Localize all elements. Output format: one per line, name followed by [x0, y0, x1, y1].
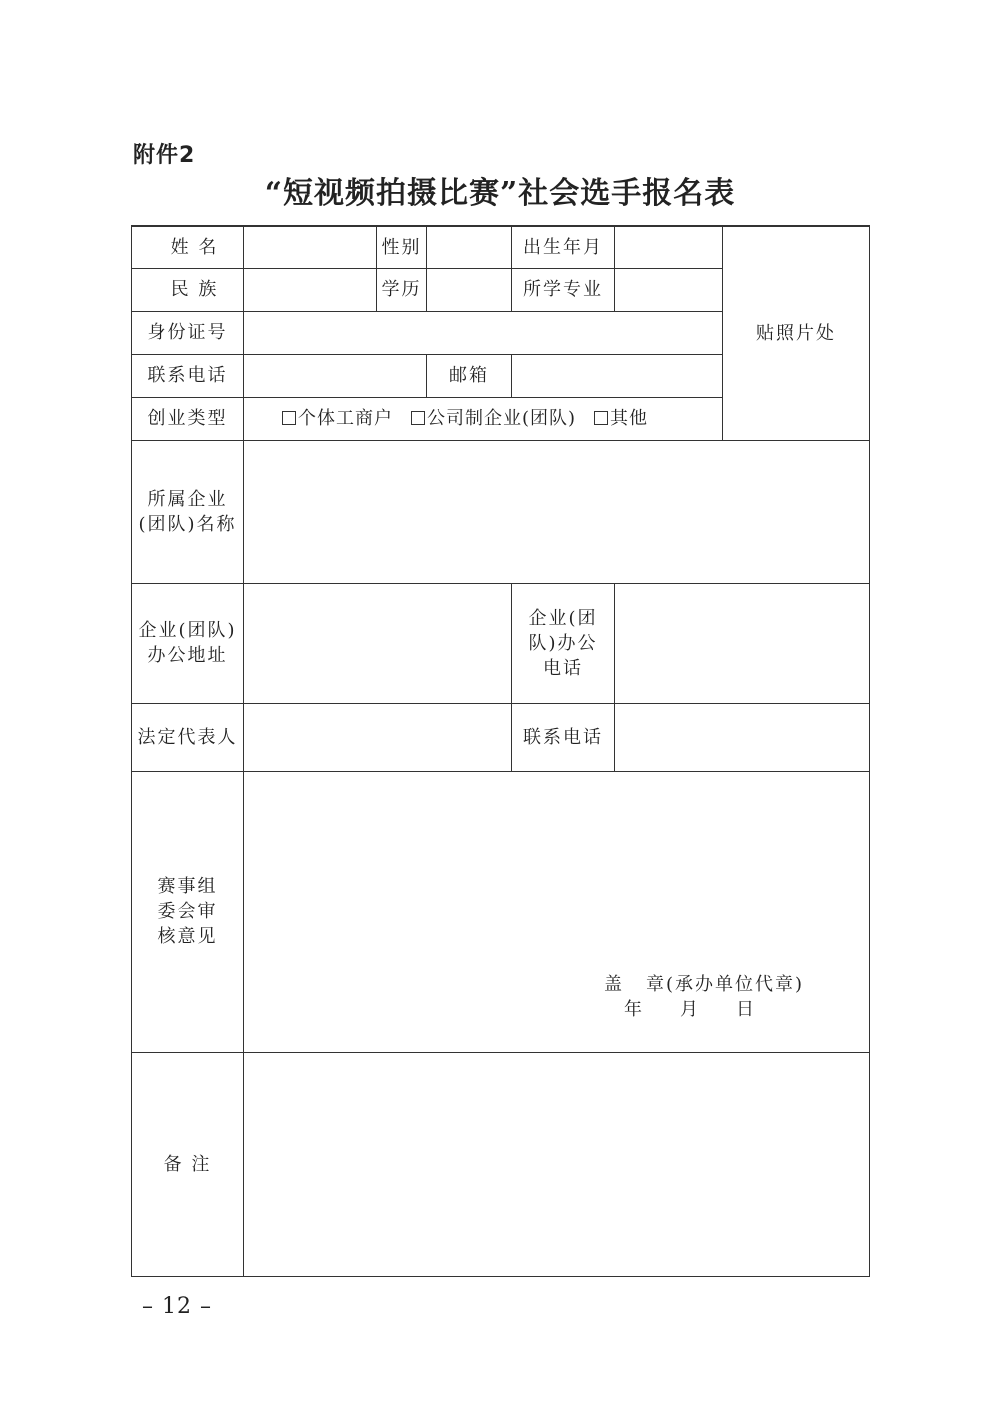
id-field[interactable] — [244, 311, 723, 354]
gender-field[interactable] — [427, 226, 512, 268]
company-name-field[interactable] — [244, 440, 870, 583]
major-label: 所学专业 — [512, 268, 615, 311]
date-line — [624, 997, 804, 1022]
photo-area[interactable]: 贴照片处 — [723, 226, 870, 440]
education-label: 学历 — [377, 268, 427, 311]
checkbox-icon[interactable] — [282, 411, 296, 425]
ethnicity-label: 民 族 — [132, 268, 244, 311]
type-option-company[interactable] — [411, 406, 576, 431]
form-title: “短视频拍摄比赛”社会选手报名表 — [264, 176, 736, 211]
legal-phone-field[interactable] — [615, 703, 870, 771]
legal-phone-label: 联系电话 — [512, 703, 615, 771]
office-phone-line2: 队)办公 — [528, 632, 598, 654]
company-label-line1: 所属企业 — [147, 488, 228, 510]
name-field[interactable] — [244, 226, 377, 268]
address-label-line2: 办公地址 — [147, 645, 228, 666]
page-number: – 12 – — [142, 1294, 212, 1319]
education-field[interactable] — [427, 268, 512, 311]
name-label: 姓 名 — [132, 226, 244, 268]
type-label: 创业类型 — [132, 397, 244, 440]
type-option-other[interactable] — [594, 406, 648, 431]
checkbox-icon[interactable] — [594, 411, 608, 425]
date-month: 月 — [680, 998, 700, 1020]
company-label-line2: (团队)名称 — [138, 513, 237, 535]
email-label: 邮箱 — [427, 354, 512, 397]
review-label — [132, 771, 244, 1052]
remarks-label: 备 注 — [132, 1052, 244, 1276]
office-phone-field[interactable] — [615, 583, 870, 703]
birth-label: 出生年月 — [512, 226, 615, 268]
review-label-line3: 核意见 — [157, 926, 218, 947]
seal-line — [604, 972, 804, 997]
review-label-line1: 赛事组 — [157, 876, 218, 897]
option-label: 个体工商户 — [298, 408, 393, 429]
registration-form — [131, 225, 870, 1277]
review-label-line2: 委会审 — [157, 901, 218, 922]
date-year: 年 — [624, 998, 644, 1020]
review-field[interactable] — [244, 771, 870, 1052]
phone-field[interactable] — [244, 354, 427, 397]
major-field[interactable] — [615, 268, 723, 311]
id-label: 身份证号 — [132, 311, 244, 354]
phone-label: 联系电话 — [132, 354, 244, 397]
company-name-label — [132, 440, 244, 583]
office-phone-line1: 企业(团 — [528, 607, 598, 629]
date-day: 日 — [736, 998, 756, 1020]
checkbox-icon[interactable] — [411, 411, 425, 425]
type-option-individual[interactable] — [282, 406, 393, 431]
email-field[interactable] — [512, 354, 723, 397]
seal-block — [604, 972, 804, 1022]
seal-text: 章(承办单位代章) — [646, 973, 805, 995]
birth-field[interactable] — [615, 226, 723, 268]
address-field[interactable] — [244, 583, 512, 703]
type-options — [244, 397, 723, 440]
remarks-field[interactable] — [244, 1052, 870, 1276]
office-phone-line3: 电话 — [543, 657, 583, 679]
option-label: 其他 — [610, 408, 649, 429]
ethnicity-field[interactable] — [244, 268, 377, 311]
attachment-label: 附件2 — [133, 143, 196, 168]
gender-label: 性别 — [377, 226, 427, 268]
legal-rep-field[interactable] — [244, 703, 512, 771]
seal-char: 盖 — [604, 973, 624, 995]
address-label — [132, 583, 244, 703]
address-label-line1: 企业(团队) — [138, 620, 237, 641]
legal-rep-label: 法定代表人 — [132, 703, 244, 771]
option-label: 公司制企业(团队) — [427, 408, 577, 429]
office-phone-label — [512, 583, 615, 703]
